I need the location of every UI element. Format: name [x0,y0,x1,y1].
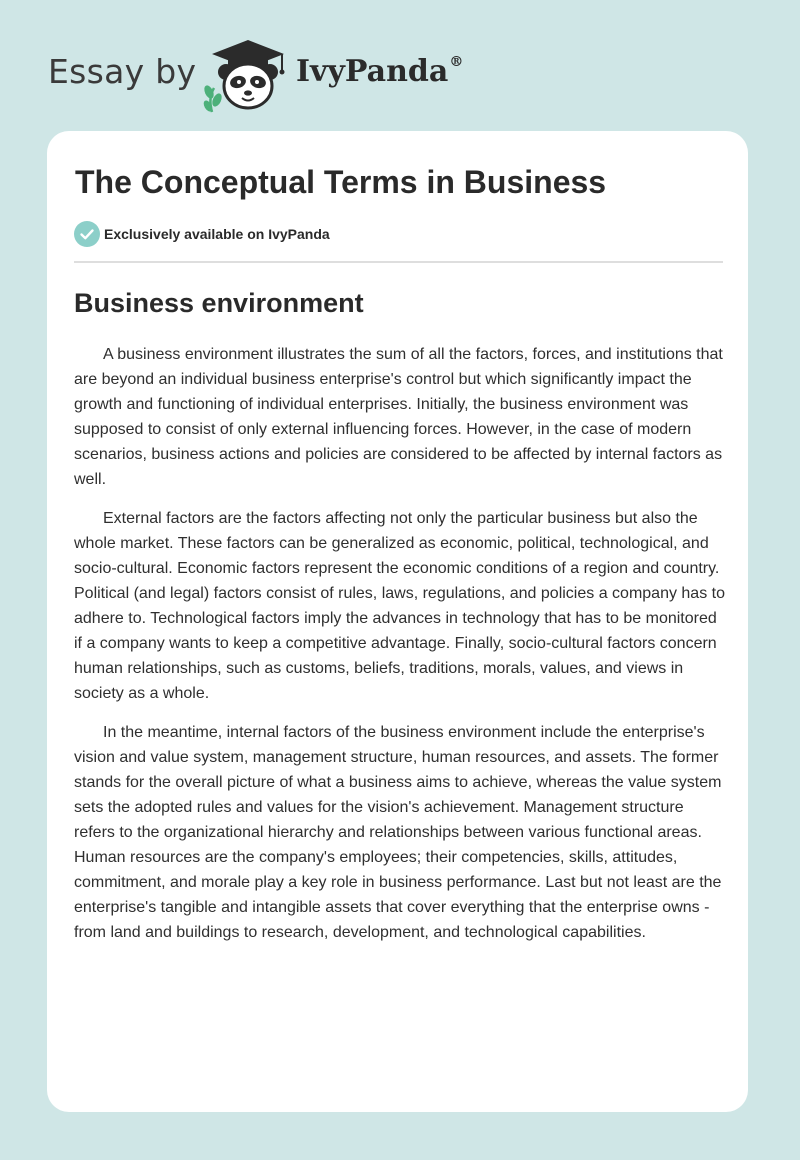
exclusive-badge [74,221,330,247]
panda-graduate-icon[interactable] [202,34,294,114]
page-title: The Conceptual Terms in Business [75,164,607,200]
section-heading: Business environment [74,288,364,318]
essay-by-label: Essay by [48,52,197,91]
exclusive-badge-text: Exclusively available on IvyPanda [104,226,330,242]
site-header [48,34,508,114]
paragraph: External factors are the factors affecting not only the particular business but also the whole market. These factors can be generalized as economic, political, technological, and socio-cultural. Economic factors represent the economic conditions of a region and country. Political (and legal) factors consist of rules, laws, regulations, and policies a company has to adhere to. Technological factors imply the advances in technology that has to be monitored if a company wants to keep a competitive advantage. Finally, socio-cultural factors concern human relationships, such as customs, beliefs, traditions, morals, values, and views in society as a whole. [74,510,725,702]
brand-text: IvyPanda [296,54,449,89]
brand-name[interactable] [296,54,463,89]
article-body [74,342,726,959]
check-circle-icon [74,221,100,247]
article-card [47,131,748,1112]
title-divider [74,261,723,263]
paragraph: In the meantime, internal factors of the business environment include the enterprise's vision and value system, management structure, human resources, and assets. The former stands for the overall picture of what a business aims to achieve, whereas the value system sets the adopted rules and values for the vision's achievement. Management structure refers to the organizational hierarchy and relationships between various functional areas. Human resources are the company's employees; their competencies, skills, attitudes, commitment, and morale play a key role in business performance. Last but not least are the enterprise's tangible and intangible assets that cover everything that the enterprise owns - from land and buildings to research, development, and technological capabilities. [74,724,722,941]
registered-mark: ® [449,54,464,70]
paragraph: A business environment illustrates the sum of all the factors, forces, and institutions that are beyond an individual business enterprise's control but which significantly impact the growth and functioning of individual enterprises. Initially, the business environment was supposed to consist of only external influencing forces. However, in the case of modern scenarios, business actions and policies are considered to be affected by internal factors as well. [74,346,723,488]
